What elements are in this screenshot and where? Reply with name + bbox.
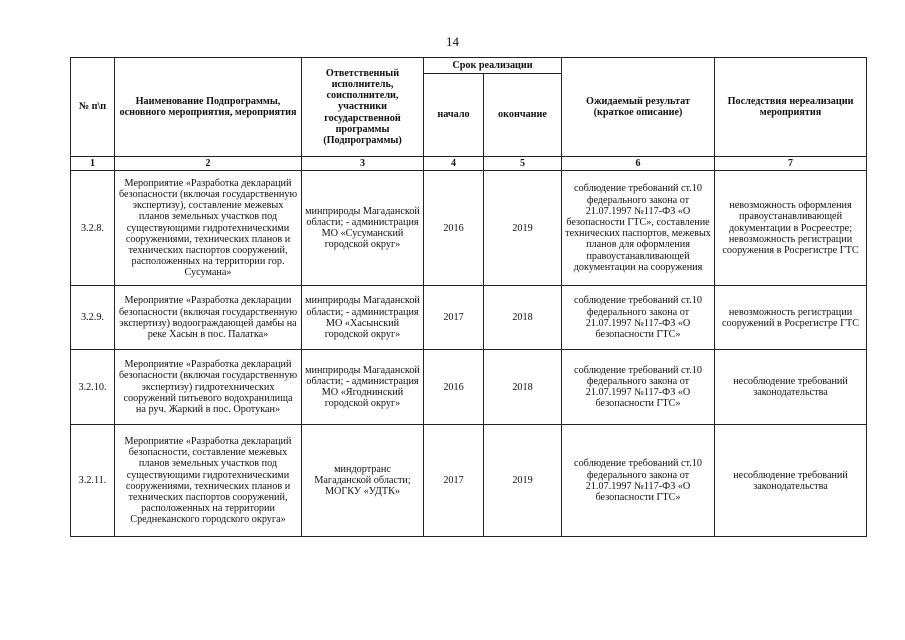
page-number: 14 [446,34,459,49]
header-result: Ожидаемый результат (краткое описание) [562,58,715,157]
table-row [71,350,867,425]
row-consequences: несоблюдение требований законодательства [715,350,867,425]
row-executor: минприроды Магаданской области; - администрация МО «Сусуманский городской округ» [302,171,424,286]
row-end: 2018 [484,350,562,425]
row-end: 2019 [484,425,562,537]
row-end: 2019 [484,171,562,286]
row-num: 3.2.11. [71,425,115,537]
column-number: 7 [715,157,867,171]
row-end: 2018 [484,286,562,350]
table-row [71,171,867,286]
column-number: 6 [562,157,715,171]
row-result: соблюдение требований ст.10 федерального закона от 21.07.1997 №117-ФЗ «О безопасности ГТС» [562,286,715,350]
row-consequences: невозможность регистрации сооружений в Росрегистре ГТС [715,286,867,350]
row-result: соблюдение требований ст.10 федерального закона от 21.07.1997 №117-ФЗ «О безопасности ГТС» [562,350,715,425]
row-start: 2017 [424,425,484,537]
row-start: 2016 [424,350,484,425]
header-row-1 [71,58,867,74]
row-num: 3.2.10. [71,350,115,425]
header-end: окончание [484,74,562,157]
table-row [71,286,867,350]
row-result: соблюдение требований ст.10 федерального закона от 21.07.1997 №117-ФЗ «О безопасности ГТС» [562,425,715,537]
row-start: 2017 [424,286,484,350]
row-num: 3.2.9. [71,286,115,350]
column-number: 1 [71,157,115,171]
row-name: Мероприятие «Разработка деклараций безопасности (включая государственную экспертизу), составление межевых планов земельных участков под существующими гидротехническими сооружениями, технических планов и технических паспортов сооружений, расположенных на территории гор. Сусумана» [115,171,302,286]
header-consequences: Последствия нереализации мероприятия [715,58,867,157]
header-term: Срок реализации [424,58,562,74]
row-consequences: невозможность оформления правоустанавливающей документации в Росреестре; невозможность регистрации сооружения в Росрегистре ГТС [715,171,867,286]
header-num: № п\п [71,58,115,157]
header-name: Наименование Подпрограммы, основного мероприятия, мероприятия [115,58,302,157]
header-executor: Ответственный исполнитель, соисполнители, участники государственной программы (Подпрограммы) [302,58,424,157]
column-number-row [71,157,867,171]
row-result: соблюдение требований ст.10 федерального закона от 21.07.1997 №117-ФЗ «О безопасности ГТС», составление технических паспортов, межевых планов для оформления правоустанавливающей документации на сооружения [562,171,715,286]
row-executor: миндортранс Магаданской области; МОГКУ «УДТК» [302,425,424,537]
table-row [71,425,867,537]
row-name: Мероприятие «Разработка деклараций безопасности (включая государственную экспертизу) гидротехнических сооружений питьевого водохранилища на руч. Жаркий в пос. Оротукан» [115,350,302,425]
row-start: 2016 [424,171,484,286]
column-number: 3 [302,157,424,171]
column-number: 5 [484,157,562,171]
column-number: 4 [424,157,484,171]
column-number: 2 [115,157,302,171]
row-consequences: несоблюдение требований законодательства [715,425,867,537]
row-name: Мероприятие «Разработка декларации безопасности (включая государственную экспертизу) водоограждающей дамбы на реке Хасын в пос. Палатка» [115,286,302,350]
row-name: Мероприятие «Разработка деклараций безопасности, составление межевых планов земельных участков под существующими гидротехническими сооружениями, технических планов и технических паспортов сооружений, расположенных на территории Среднеканского городского округа» [115,425,302,537]
row-num: 3.2.8. [71,171,115,286]
row-executor: минприроды Магаданской области; - администрация МО «Хасынский городской округ» [302,286,424,350]
row-executor: минприроды Магаданской области; - администрация МО «Ягоднинский городской округ» [302,350,424,425]
program-table [70,57,867,537]
header-start: начало [424,74,484,157]
